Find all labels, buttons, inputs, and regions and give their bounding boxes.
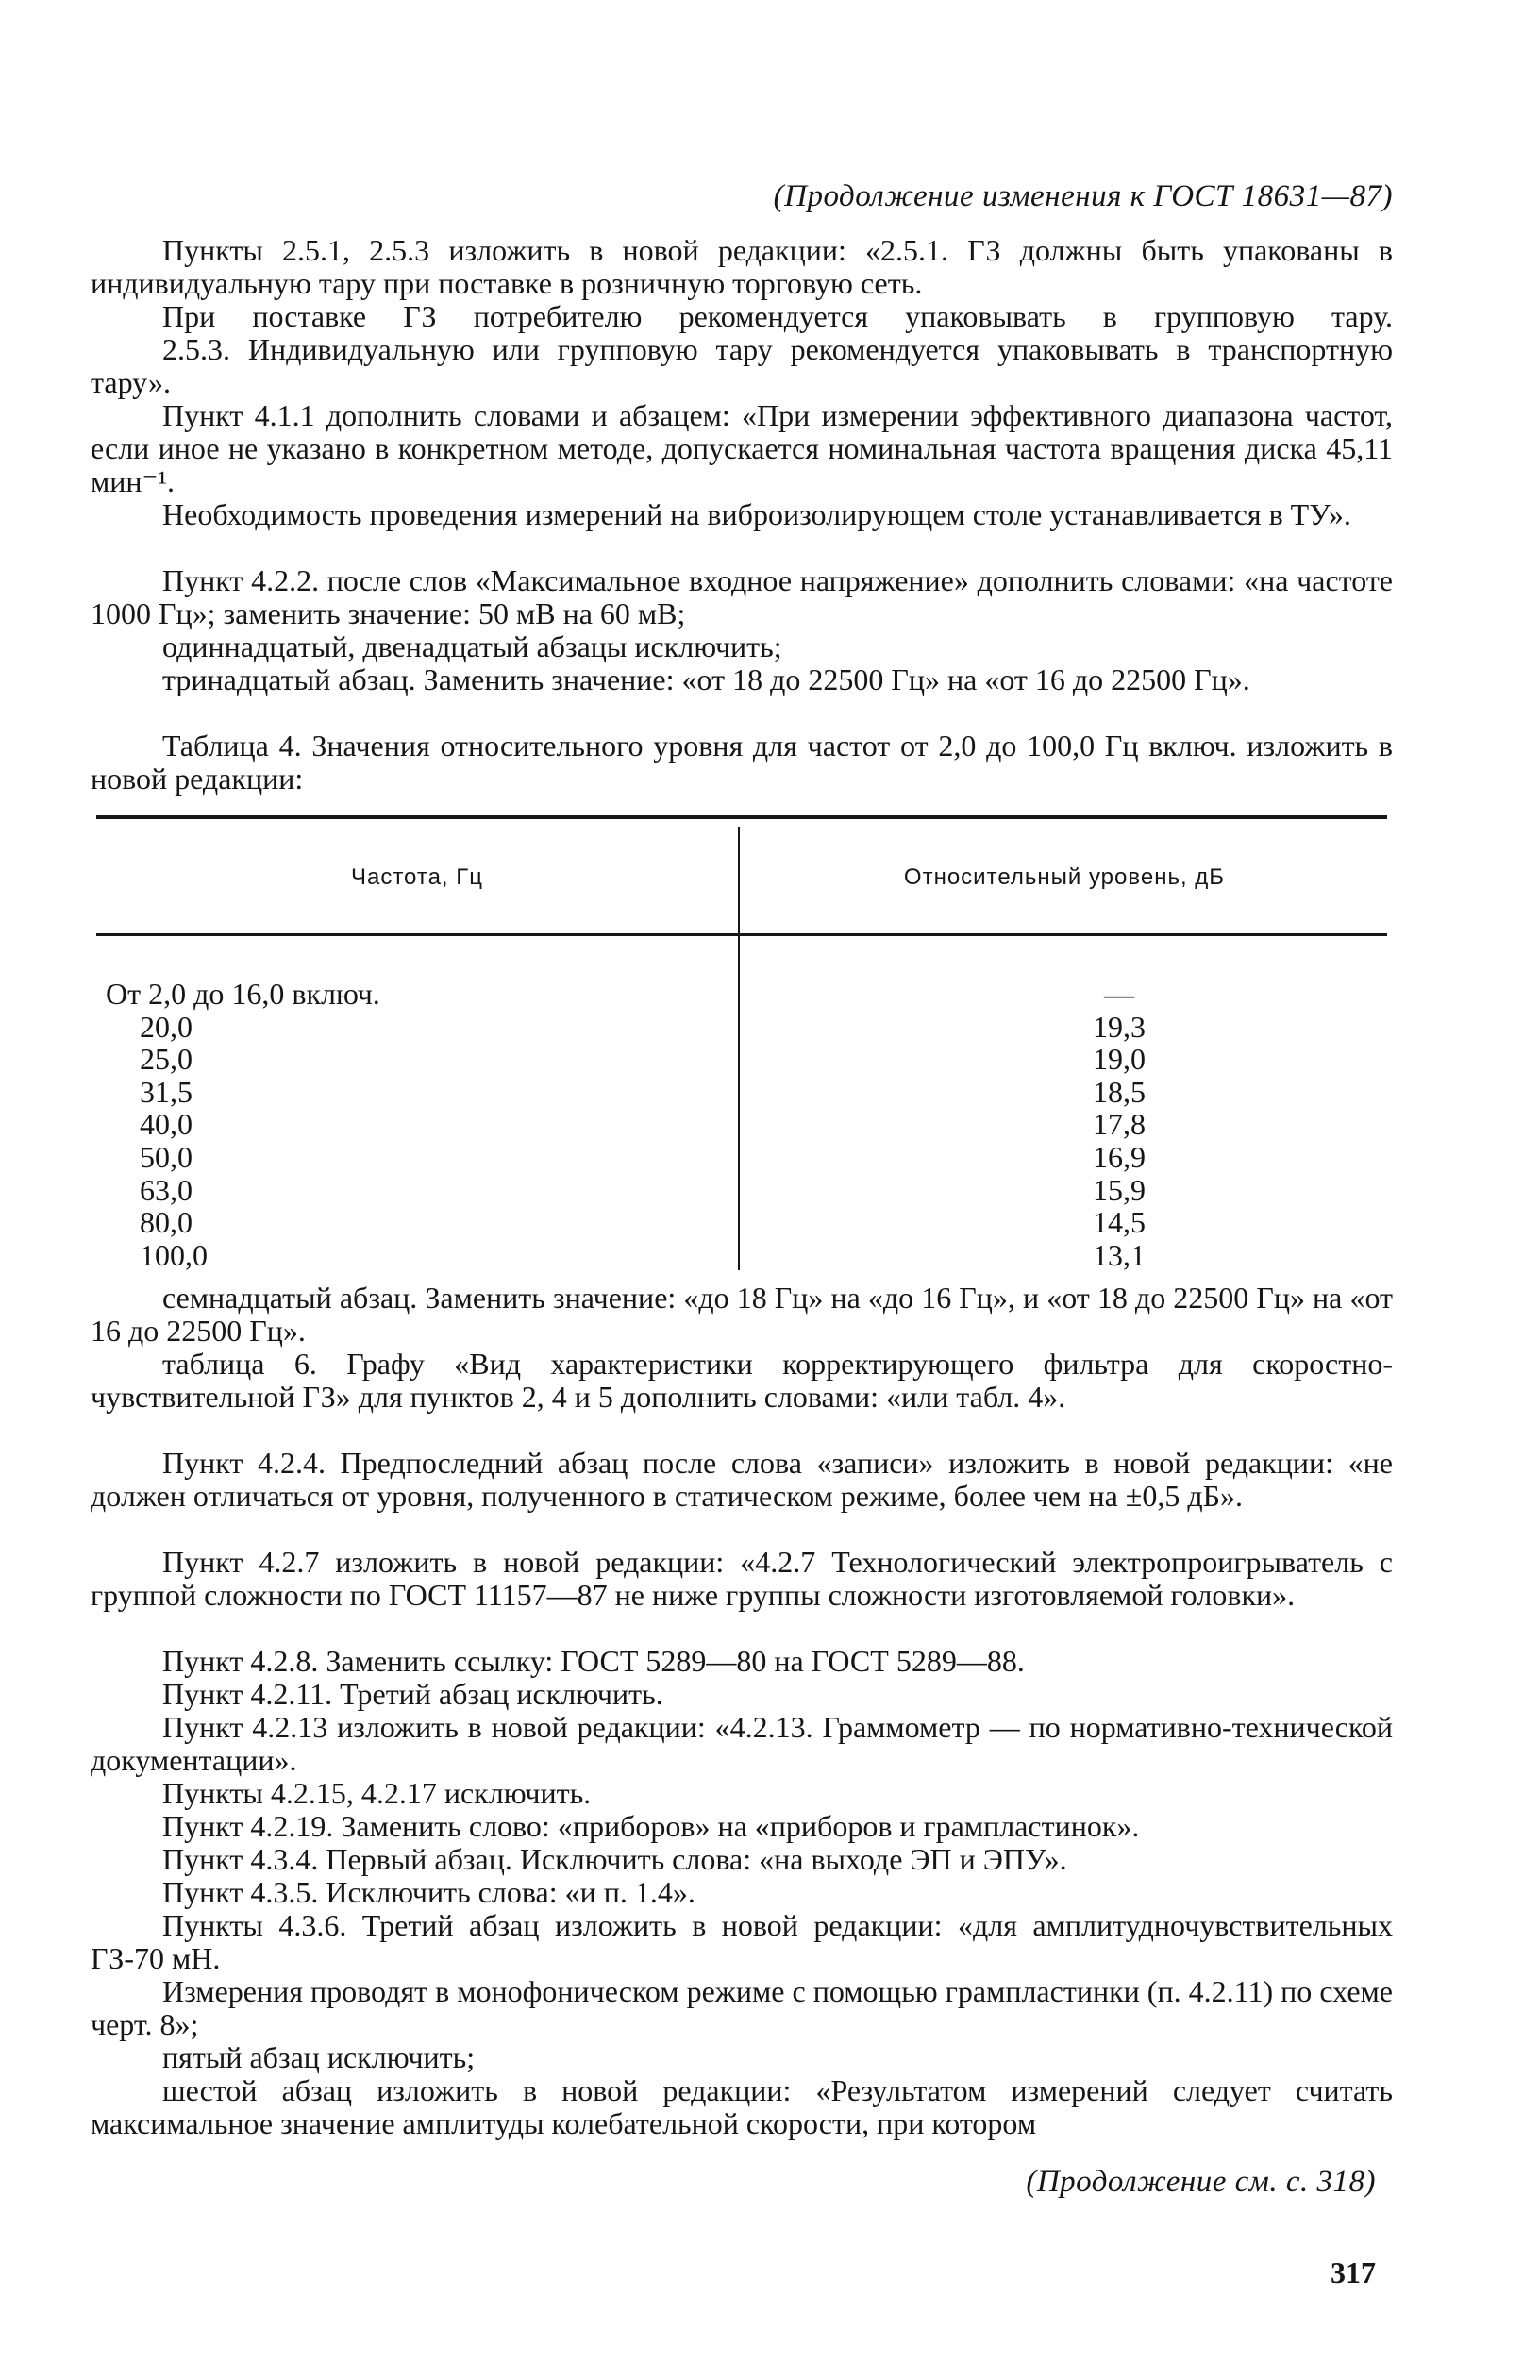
table-cell-frequency: 40,0 (140, 1107, 192, 1142)
table-cell-level: 15,9 (1093, 1172, 1146, 1207)
paragraph: Пункты 2.5.1, 2.5.3 изложить в новой редакции: «2.5.1. ГЗ должны быть упакованы в индивидуальную тару при поставке в розничную торговую сеть. (91, 233, 1393, 300)
table-header-level: Относительный уровень, дБ (903, 864, 1226, 890)
table-cell-level: 18,5 (1093, 1074, 1146, 1109)
table-cell-frequency: 63,0 (140, 1172, 192, 1207)
page-number: 317 (1331, 2255, 1376, 2289)
table-cell-frequency: 25,0 (140, 1042, 192, 1077)
table-cell-frequency: 31,5 (140, 1074, 192, 1109)
paragraph: Пункты 4.3.6. Третий абзац изложить в новой редакции: «для амплитудночувствительных ГЗ-70 мН. (91, 1908, 1393, 1975)
table-column-divider (738, 827, 740, 1270)
paragraph: Пункт 4.2.11. Третий абзац исключить. (162, 1677, 663, 1711)
paragraph: таблица 6. Графу «Вид характеристики корректирующего фильтра для скоростно-чувствительной ГЗ» для пунктов 2, 4 и 5 дополнить словами: «или табл. 4». (91, 1347, 1393, 1414)
paragraph: Таблица 4. Значения относительного уровня для частот от 2,0 до 100,0 Гц включ. изложить в новой редакции: (91, 729, 1393, 796)
continuation-note: (Продолжение см. с. 318) (1026, 2165, 1376, 2199)
table-header-frequency: Частота, Гц (350, 864, 484, 890)
table-cell-level: — (1104, 977, 1134, 1011)
paragraph: Измерения проводят в монофоническом режиме с помощью грампластинки (п. 4.2.11) по схеме черт. 8»; (91, 1974, 1393, 2041)
frequency-column (106, 978, 380, 1271)
paragraph: Пункт 4.2.7 изложить в новой редакции: «4.2.7 Технологический электропроигрыватель с группой сложности по ГОСТ 11157—87 не ниже группы сложности изготовляемой головки». (91, 1545, 1393, 1612)
level-column (1063, 978, 1176, 1271)
paragraph: Пункт 4.2.8. Заменить ссылку: ГОСТ 5289—80 на ГОСТ 5289—88. (162, 1644, 1025, 1678)
table-cell-level: 17,8 (1093, 1107, 1146, 1142)
page-header: (Продолжение изменения к ГОСТ 18631—87) (773, 179, 1393, 213)
paragraph: семнадцатый абзац. Заменить значение: «до 18 Гц» на «до 16 Гц», и «от 18 до 22500 Гц» на «от 16 до 22500 Гц». (91, 1281, 1393, 1348)
table-cell-level: 13,1 (1093, 1237, 1146, 1272)
frequency-table (91, 815, 1393, 1273)
table-cell-frequency: 80,0 (140, 1205, 192, 1240)
table-cell-level: 19,0 (1093, 1042, 1146, 1077)
table-cell-frequency: 20,0 (140, 1009, 192, 1044)
paragraph: пятый абзац исключить; (162, 2040, 476, 2074)
table-cell-level: 19,3 (1093, 1009, 1146, 1044)
paragraph: Пункт 4.1.1 дополнить словами и абзацем: «При измерении эффективного диапазона частот, если иное не указано в конкретном методе, допускается номинальная частота вращения диска 45,11 мин⁻¹. (91, 398, 1393, 498)
paragraph: Пункт 4.3.4. Первый абзац. Исключить слова: «на выходе ЭП и ЭПУ». (162, 1842, 1067, 1876)
paragraph: одиннадцатый, двенадцатый абзацы исключить; (162, 629, 782, 663)
paragraph: Пункт 4.2.4. Предпоследний абзац после слова «записи» изложить в новой редакции: «не должен отличаться от уровня, полученного в статическом режиме, более чем на ±0,5 дБ». (91, 1446, 1393, 1513)
paragraph: шестой абзац изложить в новой редакции: «Результатом измерений следует считать максимальное значение амплитуды колебательной скорости, при котором (91, 2073, 1393, 2140)
paragraph: Пункт 4.2.2. после слов «Максимальное входное напряжение» дополнить словами: «на частоте 1000 Гц»; заменить значение: 50 мВ на 60 мВ; (91, 563, 1393, 630)
table-cell-frequency: 50,0 (140, 1139, 192, 1174)
paragraph: Пункт 4.3.5. Исключить слова: «и п. 1.4». (162, 1875, 695, 1909)
paragraph: Необходимость проведения измерений на виброизолирующем столе устанавливается в ТУ». (162, 497, 1351, 531)
table-cell-level: 16,9 (1093, 1139, 1146, 1174)
table-cell-frequency: 100,0 (140, 1237, 208, 1272)
paragraph: 2.5.3. Индивидуальную или групповую тару рекомендуется упаковывать в транспортную тару». (91, 332, 1393, 399)
table-top-rule (96, 815, 1387, 819)
paragraph: Пункт 4.2.19. Заменить слово: «приборов» на «приборов и грампластинок». (162, 1809, 1140, 1843)
table-cell-level: 14,5 (1093, 1205, 1146, 1240)
paragraph: Пункт 4.2.13 изложить в новой редакции: «4.2.13. Граммометр — по нормативно-технической документации». (91, 1710, 1393, 1777)
table-header-rule (96, 933, 1387, 936)
paragraph: тринадцатый абзац. Заменить значение: «от 18 до 22500 Гц» на «от 16 до 22500 Гц». (162, 662, 1250, 696)
paragraph: При поставке ГЗ потребителю рекомендуется упаковывать в групповую тару. (162, 299, 1393, 333)
paragraph: Пункты 4.2.15, 4.2.17 исключить. (162, 1776, 592, 1810)
table-cell-frequency: От 2,0 до 16,0 включ. (106, 977, 380, 1011)
